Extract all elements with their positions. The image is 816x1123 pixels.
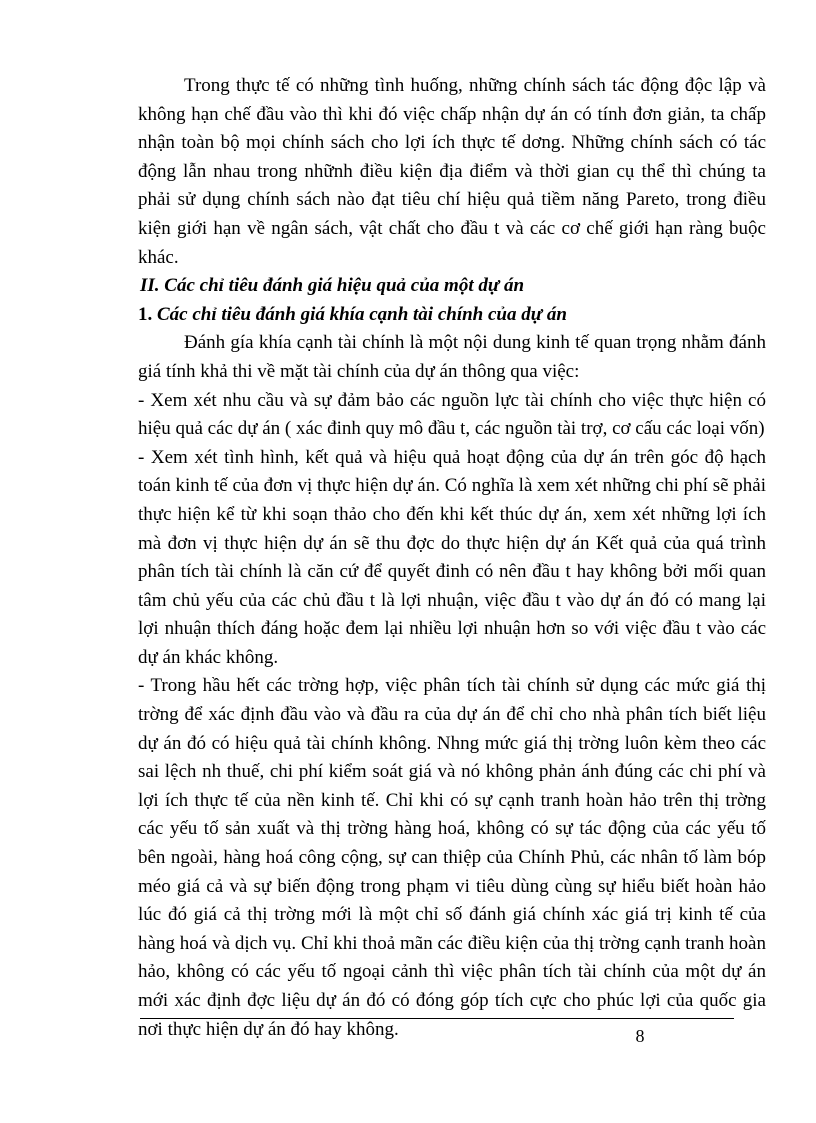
intro-paragraph: Trong thực tế có những tình huống, những chính sách tác động độc lập và không hạn chế đầu vào thì khi đó việc chấp nhận dự án có tính đơn giản, ta chấp nhận toàn bộ mọi chính sách cho lợi ích thực tế dơng. Những chính sách có tác động lẫn nhau trong nhữnh điều kiện địa điểm và thời gian cụ thể thì chúng ta phải sử dụng chính sách nào đạt tiêu chí hiệu quả tiềm năng Pareto, trong điều kiện giới hạn về ngân sách, vật chất cho đầu t và các cơ chế giới hạn ràng buộc khác. xyxy=(138,75,766,268)
footer-divider xyxy=(140,1018,734,1019)
list-item-results: - Xem xét tình hình, kết quả và hiệu quả hoạt động của dự án trên góc độ hạch toán kinh tế của đơn vị thực hiện dự án. Có nghĩa là xem xét những chi phí sẽ phải thực hiện kể từ khi soạn thảo cho đến khi kết thúc dự án, xem xét những lợi ích mà đơn vị thực hiện dự án sẽ thu đợc do thực hiện dự án Kết quả của quá trình phân tích tài chính là căn cứ để quyết đinh có nên đầu t hay không bởi mối quan tâm chủ yếu của các chủ đầu t là lợi nhuận, việc đầu t vào dự án đó có mang lại lợi nhuận thích đáng hoặc đem lại nhiều lợi nhuận hơn so với việc đầu t vào các dự án khác không. xyxy=(138,446,766,668)
subsection-title: Các chỉ tiêu đánh giá khía cạnh tài chính của dự án xyxy=(157,303,567,325)
page-number: 8 xyxy=(635,1026,645,1046)
page-content xyxy=(138,72,766,1044)
section-heading: II. Các chỉ tiêu đánh giá hiệu quả của một dự án xyxy=(140,275,525,297)
list-item-market-prices: - Trong hầu hết các trờng hợp, việc phân tích tài chính sử dụng các mức giá thị trờng để xác định đầu vào và đầu ra của dự án để chỉ cho nhà phân tích biết liệu dự án đó có hiệu quả tài chính không. Nhng mức giá thị trờng luôn kèm theo các sai lệch nh thuế, chi phí kiểm soát giá và nó không phản ánh đúng các chi phí và lợi ích thực tế của nền kinh tế. Chỉ khi có sự cạnh tranh hoàn hảo trên thị trờng các yếu tố sản xuất và thị trờng hàng hoá, không có sự tác động của các yếu tố bên ngoài, hàng hoá công cộng, sự can thiệp của Chính Phủ, các nhân tố làm bóp méo giá cả và sự biến động trong phạm vi tiêu dùng cùng sự hiểu biết hoàn hảo lúc đó giá cả thị trờng mới là một chỉ số đánh giá chính xác giá trị kinh tế của hàng hoá và dịch vụ. Chỉ khi thoả mãn các điều kiện của thị trờng cạnh tranh hoàn hảo, không có các yếu tố ngoại cảnh thì việc phân tích tài chính của một dự án mới xác định đợc liệu dự án đó có đóng góp tích cực cho phúc lợi của quốc gia nơi thực hiện dự án đó hay không. xyxy=(138,675,766,1040)
financial-paragraph: Đánh gía khía cạnh tài chính là một nội dung kinh tế quan trọng nhằm đánh giá tính khả thi về mặt tài chính của dự án thông qua việc: xyxy=(138,332,766,382)
subsection-number: 1. xyxy=(138,303,153,325)
subsection-heading xyxy=(138,301,766,330)
list-item-resources: - Xem xét nhu cầu và sự đảm bảo các nguồn lực tài chính cho việc thực hiện có hiệu quả các dự án ( xác đinh quy mô đầu t, các nguồn tài trợ, cơ cấu các loại vốn) xyxy=(138,389,766,440)
